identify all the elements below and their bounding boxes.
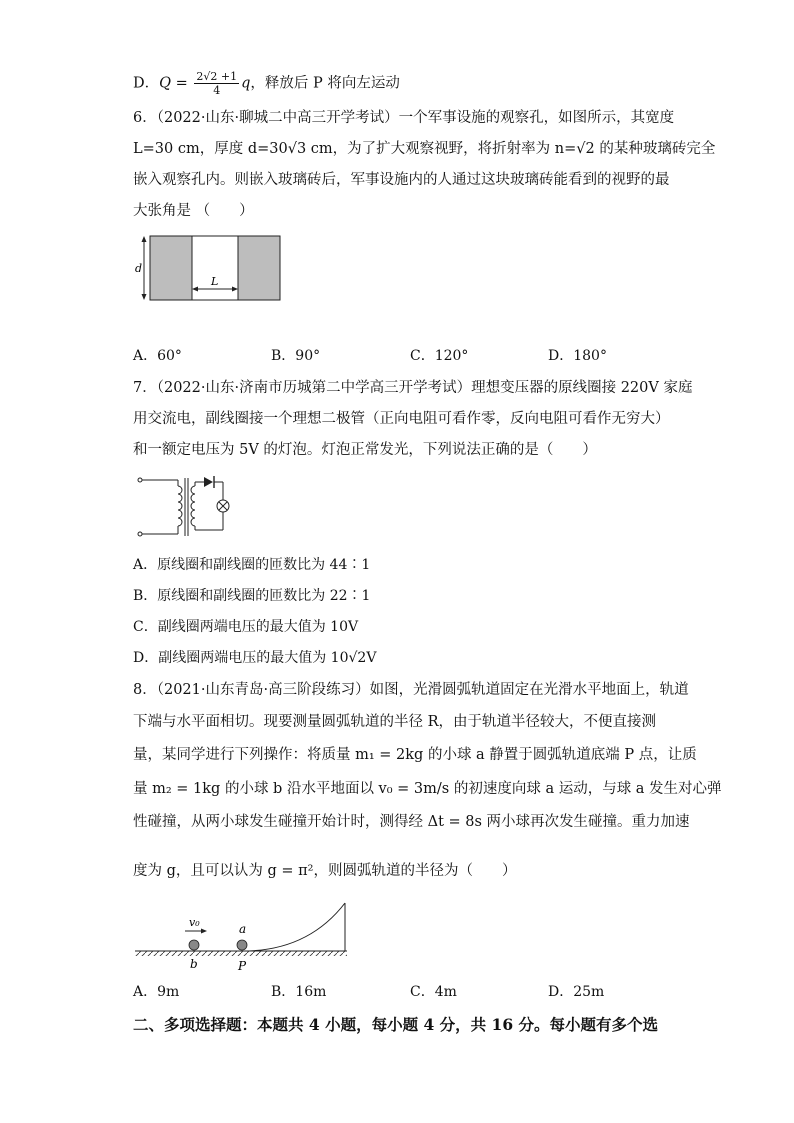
q7-transformer-circuit [134,472,244,542]
q-variable: q [241,75,251,92]
q7-line-3: 和一额定电压为 5V 的灯泡。灯泡正常发光，下列说法正确的是（ ） [133,442,597,458]
q8-option-b[interactable]: B．16m [271,984,327,1000]
fraction-numerator: 2√2 +1 [196,70,238,83]
q6-line-2: L=30 cm，厚度 d=30√3 cm，为了扩大观察视野，将折射率为 n=√2 的某种玻璃砖完全 [133,141,716,157]
q8-line-6: 度为 g，且可以认为 g = π²，则圆弧轨道的半径为（ ） [133,863,517,879]
q6-option-c[interactable]: C．120° [410,348,469,364]
q8-option-c[interactable]: C．4m [410,984,457,1000]
hole-gap [192,236,238,300]
label-P: P [238,959,247,973]
q7-option-d[interactable]: D．副线圈两端电压的最大值为 10√2V [133,650,377,666]
fraction [194,70,239,97]
diode-symbol [204,477,213,487]
q6-option-b[interactable]: B．90° [271,348,321,364]
ball-b [189,940,199,950]
q8-option-d[interactable]: D．25m [548,984,605,1000]
q8-line-2: 下端与水平面相切。现要测量圆弧轨道的半径 R，由于轨道半径较大，不便直接测 [133,714,657,730]
q8-line-4: 量 m₂ = 1kg 的小球 b 沿水平地面以 v₀ = 3m/s 的初速度向球 a 运动，与球 a 发生对心弹 [133,781,722,797]
q7-line-2: 用交流电，副线圈接一个理想二极管（正向电阻可看作零，反向电阻可看作无穷大） [133,411,670,427]
arc-track [243,903,345,951]
equals-sign: = [171,75,193,92]
ball-a [237,940,247,950]
q7-line-1: 7．（2022·山东·济南市历城第二中学高三开学考试）理想变压器的原线圈接 220V 家庭 [133,380,693,396]
q8-line-5: 性碰撞，从两小球发生碰撞开始计时，测得经 Δt = 8s 两小球再次发生碰撞。重力加速 [133,814,690,830]
fraction-denominator: 4 [213,84,221,97]
q8-line-1: 8．（2021·山东青岛·高三阶段练习）如图，光滑圆弧轨道固定在光滑水平地面上，轨道 [133,682,689,698]
q6-line-1: 6．（2022·山东·聊城二中高三开学考试）一个军事设施的观察孔，如图所示，其宽度 [133,110,675,126]
q8-arc-track-figure [133,893,358,975]
q5-option-d [133,70,400,97]
option-d-tail: ，释放后 P 将向左运动 [250,75,400,92]
q6-option-a[interactable]: A．60° [133,348,182,364]
q7-option-c[interactable]: C．副线圈两端电压的最大值为 10V [133,619,359,635]
q-symbol: Q [159,75,172,92]
label-v0: v₀ [189,916,200,929]
q7-option-a[interactable]: A．原线圈和副线圈的匝数比为 44∶1 [133,557,371,573]
label-L: L [211,275,219,288]
q6-observation-hole-figure [130,232,290,304]
primary-coil [178,480,182,534]
q8-line-3: 量，某同学进行下列操作：将质量 m₁ = 2kg 的小球 a 静置于圆弧轨道底端 P 点，让质 [133,747,697,763]
secondary-coil [191,482,195,530]
q6-line-3: 嵌入观察孔内。则嵌入玻璃砖后，军事设施内的人通过这块玻璃砖能看到的视野的最 [133,172,670,188]
label-d: d [135,262,143,275]
left-wall-block [150,236,192,300]
right-wall-block [238,236,280,300]
label-a: a [239,922,247,936]
option-letter: D． [133,75,160,92]
label-b: b [190,957,198,971]
q7-option-b[interactable]: B．原线圈和副线圈的匝数比为 22∶1 [133,588,371,604]
section-2-heading: 二、多项选择题：本题共 4 小题，每小题 4 分，共 16 分。每小题有多个选 [133,1015,659,1034]
ground-hatching [135,951,347,956]
q6-option-d[interactable]: D．180° [548,348,607,364]
q8-option-a[interactable]: A．9m [133,984,180,1000]
q6-line-4: 大张角是 （ ） [133,203,254,219]
